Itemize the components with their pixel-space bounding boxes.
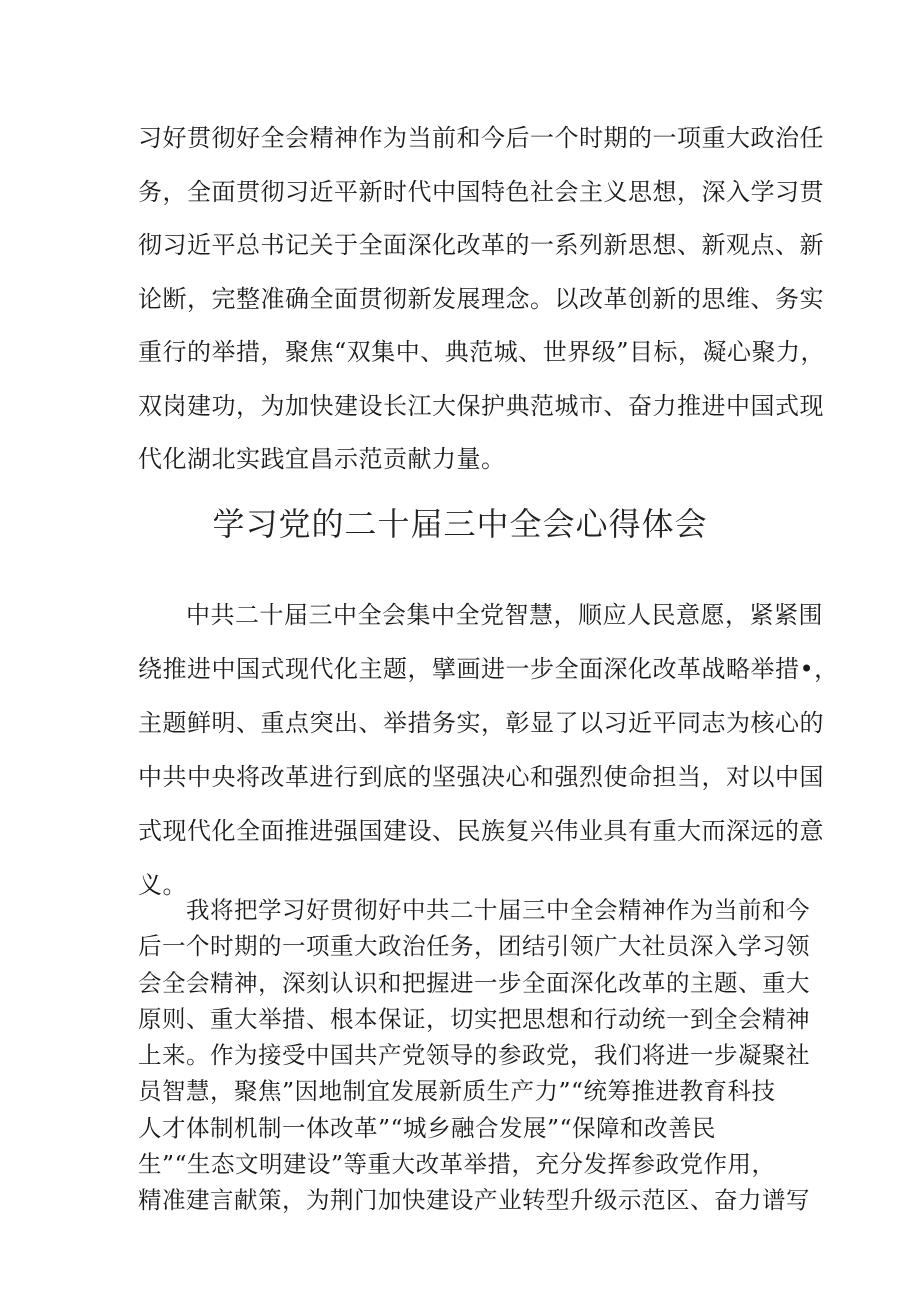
paragraph-line: 义。 — [138, 871, 187, 899]
paragraph-line: 原则、重大举措、根本保证，切实把思想和行动统一到全会精神 — [138, 1004, 810, 1033]
paragraph-line: 彻习近平总书记关于全面深化改革的一系列新思想、新观点、新 — [138, 231, 824, 259]
paragraph-line: 人才体制机制一体改革”“城乡融合发展”“保障和改善民 — [138, 1113, 717, 1142]
document-title: 学习党的二十届三中全会心得体会 — [212, 505, 708, 543]
paragraph-intro — [138, 588, 839, 912]
paragraph-line: 主题鲜明、重点突出、举措务实，彰显了以习近平同志为核心的 — [138, 709, 824, 737]
paragraph-line: 重行的举措，聚焦“双集中、典范城、世界级”目标，凝心聚力， — [138, 338, 826, 366]
paragraph-line: 务，全面贯彻习近平新时代中国特色社会主义思想，深入学习贯 — [138, 177, 824, 206]
paragraph-line: 双岗建功，为加快建设长江大保护典范城市、奋力推进中国式现 — [138, 391, 824, 420]
paragraph-line: 员智慧，聚焦”因地制宜发展新质生产力”“统筹推进教育科技 — [138, 1077, 776, 1106]
paragraph-line: 中共中央将改革进行到底的坚强决心和强烈使命担当，对以中国 — [138, 763, 824, 791]
paragraph-line: 绕推进中国式现代化主题，擘画进一步全面深化改革战略举措•， — [138, 655, 839, 683]
paragraph-line: 上来。作为接受中国共产党领导的参政党，我们将进一步凝聚社 — [138, 1041, 810, 1070]
paragraph-line: 式现代化全面推进强国建设、民族复兴伟业具有重大而深远的意 — [138, 817, 824, 845]
paragraph-line: 论断，完整准确全面贯彻新发展理念。以改革创新的思维、务实 — [138, 284, 824, 313]
paragraph-line: 精准建言献策，为荆门加快建设产业转型升级示范区、奋力谱写 — [138, 1186, 810, 1215]
paragraph-line: 代化湖北实践宜昌示范贡献力量。 — [138, 445, 506, 473]
paragraph-line: 后一个时期的一项重大政治任务，团结引领广大社员深入学习领 — [138, 932, 810, 961]
paragraph-commitment — [138, 892, 810, 1219]
paragraph-line: 习好贯彻好全会精神作为当前和今后一个时期的一项重大政治任 — [138, 124, 824, 152]
paragraph-continued — [138, 112, 826, 487]
paragraph-line: 中共二十届三中全会集中全党智慧，顺应人民意愿，紧紧围 — [186, 601, 823, 629]
paragraph-line: 会全会精神，深刻认识和把握进一步全面深化改革的主题、重大 — [138, 968, 810, 997]
paragraph-line: 生”“生态文明建设”等重大改革举措，充分发挥参政党作用， — [138, 1150, 776, 1179]
paragraph-line: 我将把学习好贯彻好中共二十届三中全会精神作为当前和今 — [186, 896, 810, 924]
